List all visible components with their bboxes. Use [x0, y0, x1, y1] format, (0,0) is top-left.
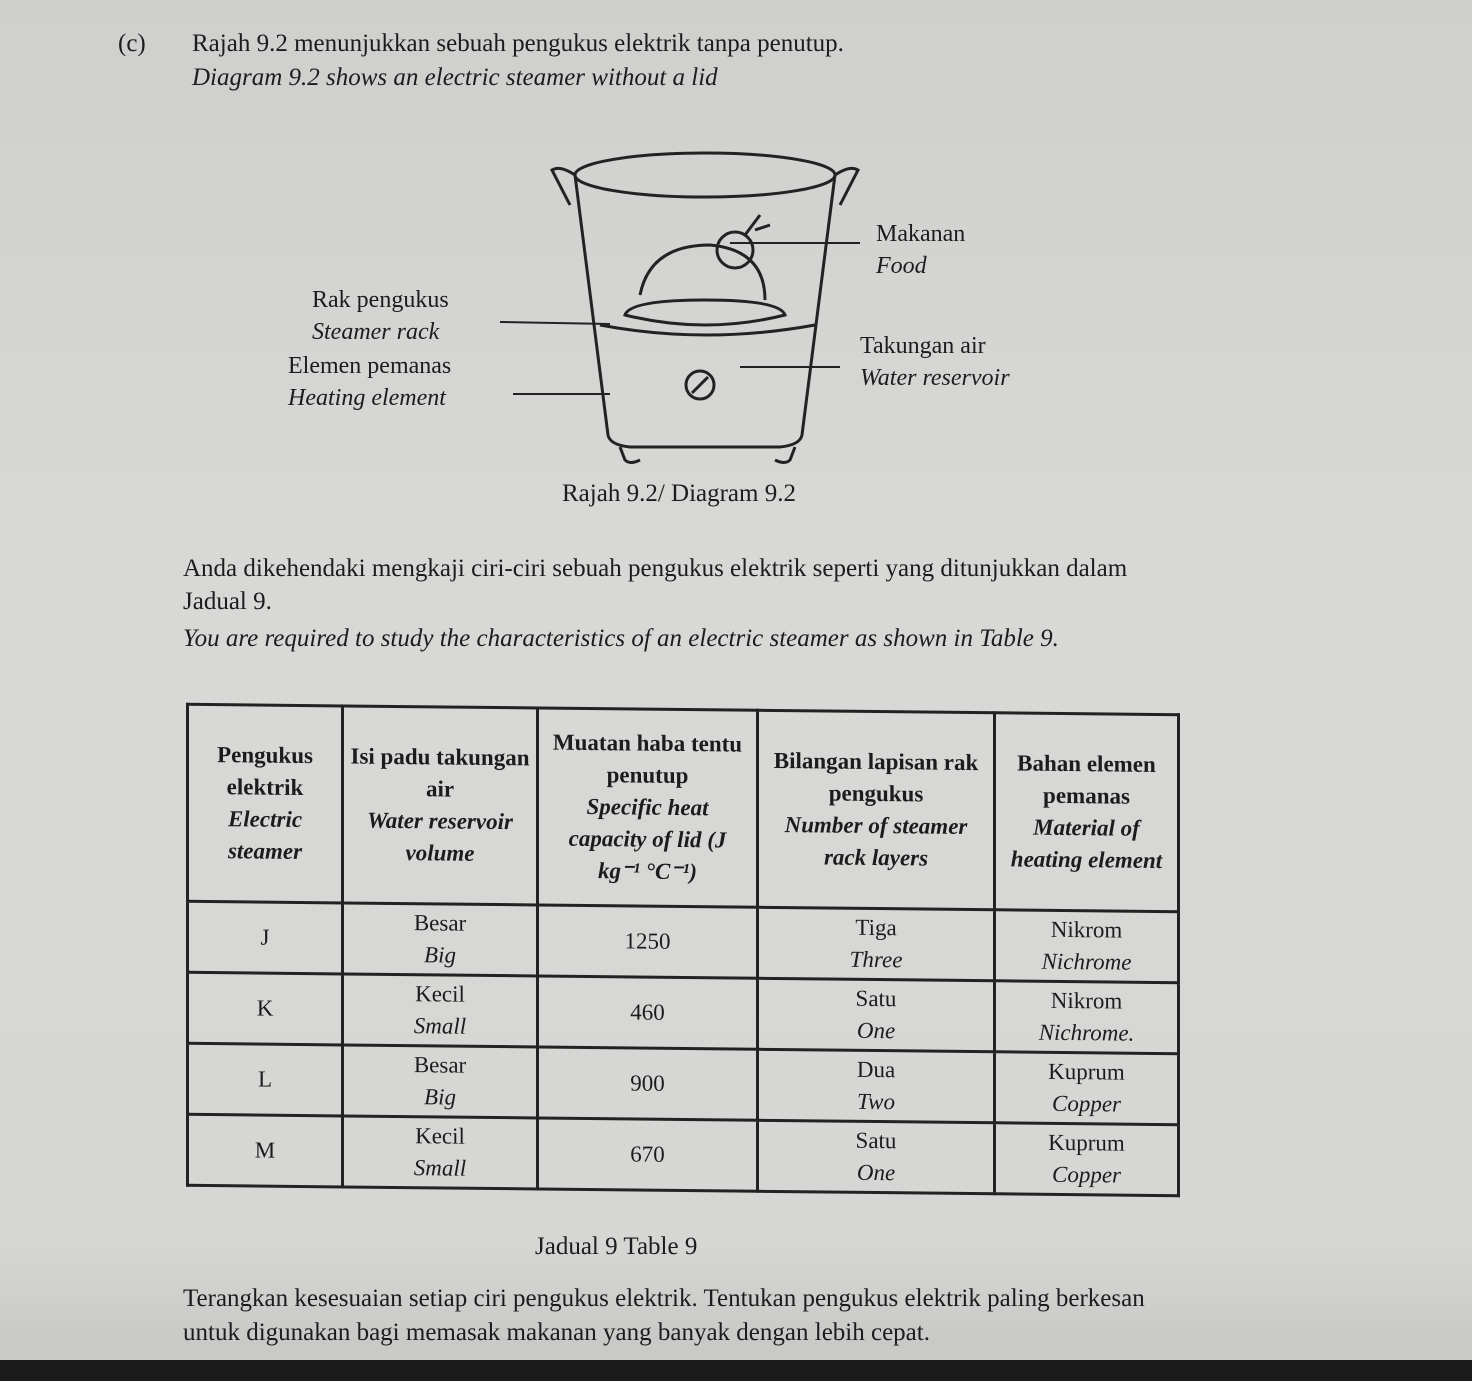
header-shc	[538, 708, 758, 907]
vol-en: Small	[413, 1013, 467, 1039]
left-handle	[552, 168, 575, 205]
label-water-reservoir	[860, 330, 1010, 394]
label-heating-element	[288, 350, 451, 414]
food-plate	[625, 300, 785, 325]
header-steamer	[188, 704, 343, 903]
question-label: (c)	[118, 30, 146, 57]
steamer-feet	[620, 447, 795, 463]
table-row	[188, 901, 1179, 982]
vol-my: Kecil	[415, 981, 465, 1007]
cell-material	[995, 981, 1179, 1054]
cell-shc: 900	[538, 1047, 758, 1120]
steamer-rim	[575, 153, 835, 197]
diagram-caption: Rajah 9.2/ Diagram 9.2	[562, 480, 796, 507]
header-en: Water reservoir volume	[367, 807, 513, 866]
label-rack-english: Steamer rack	[312, 319, 440, 345]
label-food-english: Food	[876, 253, 927, 279]
mat-en: Nichrome.	[1038, 1019, 1135, 1046]
cell-volume	[343, 974, 538, 1047]
header-volume	[343, 706, 538, 905]
mat-my: Nikrom	[1050, 916, 1123, 943]
header-layers	[758, 710, 995, 909]
instruction-malay: Anda dikehendaki mengkaji ciri-ciri sebuah pengukus elektrik seperti yang ditunjukkan dalam Jadual 9.	[183, 555, 1128, 615]
layers-en: One	[856, 1159, 896, 1186]
header-en: Electric steamer	[227, 806, 303, 865]
cell-material	[995, 1123, 1179, 1196]
label-food-malay: Makanan	[876, 221, 966, 247]
cell-material	[995, 1052, 1179, 1125]
task-text: Terangkan kesesuaian setiap ciri pengukus elektrik. Tentukan pengukus elektrik paling berkesan untuk digunakan bagi memasak makanan yang banyak dengan lebih cepat.	[183, 1285, 1145, 1346]
cell-volume	[343, 903, 538, 976]
vol-my: Besar	[413, 910, 467, 936]
steamer-table	[186, 703, 1180, 1197]
layers-en: Two	[857, 1088, 895, 1115]
cell-shc: 670	[538, 1118, 758, 1191]
label-leader-lines	[495, 310, 615, 410]
header-en: Number of steamer rack layers	[784, 812, 968, 871]
label-heater-english: Heating element	[288, 385, 446, 411]
mat-en: Copper	[1052, 1161, 1121, 1188]
steamer-rack	[600, 325, 815, 335]
mat-my: Kuprum	[1048, 1058, 1125, 1085]
mat-my: Kuprum	[1048, 1129, 1125, 1156]
label-rack	[312, 284, 449, 348]
vol-my: Kecil	[415, 1123, 465, 1149]
table-row	[188, 972, 1179, 1053]
table-caption: Jadual 9 Table 9	[535, 1233, 698, 1260]
steamer-diagram	[540, 135, 870, 465]
cell-volume	[343, 1045, 538, 1118]
vol-en: Big	[424, 1084, 456, 1110]
cell-layers	[758, 1049, 995, 1122]
label-rack-malay: Rak pengukus	[312, 287, 449, 313]
cell-steamer: J	[188, 901, 343, 974]
mat-en: Nichrome	[1041, 948, 1132, 975]
cell-steamer: K	[188, 972, 343, 1045]
label-food	[876, 218, 965, 282]
header-en: Specific heat capacity of lid (J kg⁻¹ °C⁻¹)	[568, 793, 727, 885]
cell-volume	[343, 1116, 538, 1189]
cell-layers	[758, 978, 995, 1051]
label-reservoir-english: Water reservoir	[860, 365, 1010, 391]
table-header-row	[188, 704, 1179, 911]
header-my: Pengukus elektrik	[217, 742, 313, 801]
layers-my: Satu	[855, 985, 897, 1012]
layers-my: Satu	[855, 1127, 897, 1154]
layers-en: One	[856, 1017, 896, 1044]
layers-en: Three	[849, 946, 903, 973]
mat-my: Nikrom	[1050, 987, 1123, 1014]
question-text-malay: Rajah 9.2 menunjukkan sebuah pengukus elektrik tanpa penutup.	[192, 30, 844, 57]
vol-en: Small	[413, 1155, 467, 1181]
cell-steamer: M	[188, 1114, 343, 1187]
table-row	[188, 1043, 1179, 1124]
layers-my: Tiga	[855, 914, 897, 941]
question-text-english: Diagram 9.2 shows an electric steamer without a lid	[192, 64, 718, 91]
cell-layers	[758, 907, 995, 980]
cell-shc: 460	[538, 976, 758, 1049]
vol-my: Besar	[413, 1052, 467, 1078]
layers-my: Dua	[856, 1056, 896, 1083]
header-my: Muatan haba tentu penutup	[552, 729, 743, 789]
photo-bottom-edge	[0, 1360, 1472, 1381]
label-heater-malay: Elemen pemanas	[288, 353, 452, 379]
header-my: Isi padu takungan air	[350, 743, 530, 802]
cell-material	[995, 910, 1179, 983]
instruction-english: You are required to study the characteristics of an electric steamer as shown in Table 9.	[183, 625, 1059, 652]
cell-shc: 1250	[538, 905, 758, 978]
vol-en: Big	[424, 942, 456, 968]
food-chicken	[640, 245, 765, 300]
right-handle	[835, 168, 858, 205]
header-material	[995, 713, 1179, 912]
mat-en: Copper	[1052, 1090, 1121, 1117]
table-row	[188, 1114, 1179, 1195]
cell-layers	[758, 1120, 995, 1193]
header-en: Material of heating element	[1010, 814, 1163, 874]
cell-steamer: L	[188, 1043, 343, 1116]
label-reservoir-malay: Takungan air	[860, 333, 986, 359]
header-my: Bahan elemen pemanas	[1017, 750, 1156, 809]
header-my: Bilangan lapisan rak pengukus	[773, 747, 979, 807]
